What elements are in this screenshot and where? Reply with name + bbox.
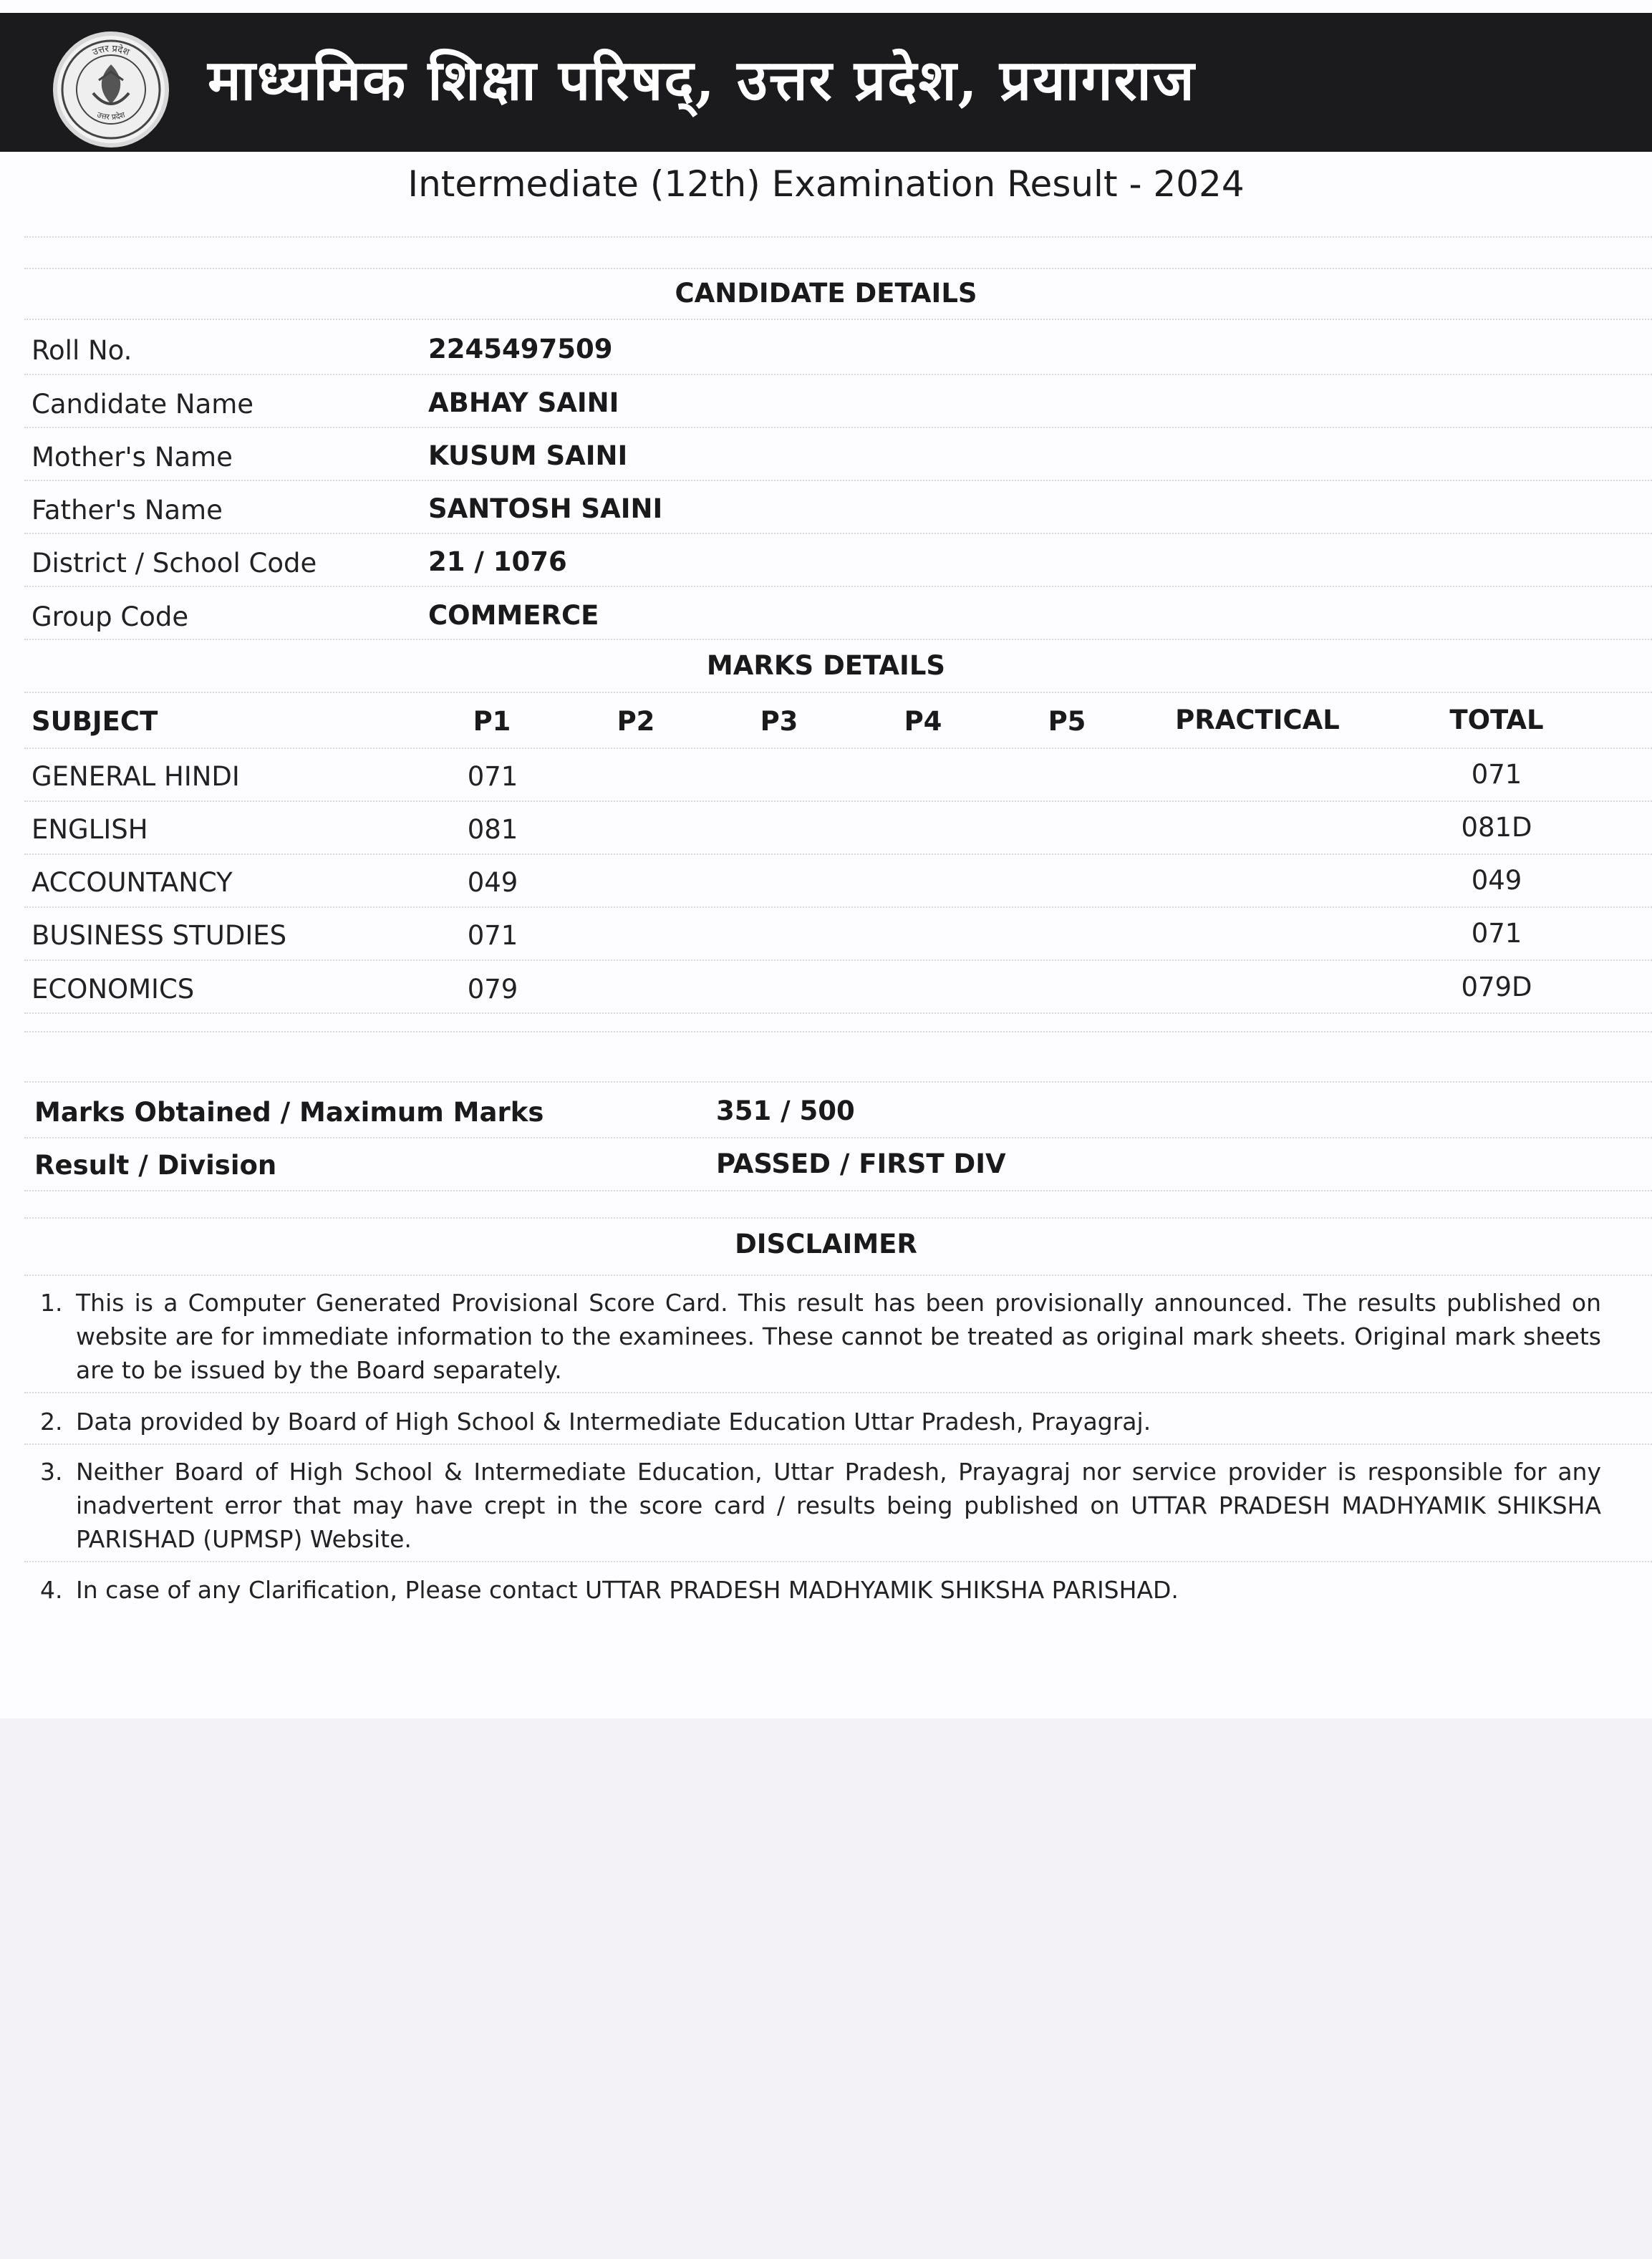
divider [24, 1190, 1652, 1191]
col-header-p4: P4 [904, 706, 942, 737]
roll-no-label: Roll No. [32, 335, 132, 366]
board-emblem-icon [53, 32, 169, 147]
divider [24, 586, 1652, 587]
marks-row-total: 049 [1471, 865, 1522, 896]
candidate-name-label: Candidate Name [32, 389, 254, 420]
disclaimer-item-text: Neither Board of High School & Intermediate Education, Uttar Pradesh, Prayagraj nor service provider is responsible for any inadvertent error that may have crept in the score card / results being published on UTTAR PRADESH MADHYAMIK SHIKSHA PARISHAD (UPMSP) Website. [76, 1458, 1601, 1553]
exam-title: Intermediate (12th) Examination Result - 2024 [407, 163, 1245, 205]
col-header-practical: PRACTICAL [1175, 705, 1340, 735]
district-school-code-value: 21 / 1076 [428, 546, 567, 577]
divider [24, 1443, 1652, 1445]
divider [24, 639, 1652, 640]
result-division-label: Result / Division [34, 1150, 277, 1181]
divider [24, 1217, 1652, 1219]
divider [24, 533, 1652, 534]
father-name-value: SANTOSH SAINI [428, 493, 663, 524]
mother-name-value: KUSUM SAINI [428, 440, 628, 471]
marks-row-subject: ENGLISH [32, 814, 148, 845]
candidate-name-value: ABHAY SAINI [428, 387, 619, 418]
marks-row-p1: 049 [467, 867, 518, 898]
col-header-p1: P1 [473, 706, 511, 737]
marks-details-heading: MARKS DETAILS [706, 650, 946, 681]
board-name: माध्यमिक शिक्षा परिषद्, उत्तर प्रदेश, प्रयागराज [208, 48, 1196, 113]
candidate-details-heading: CANDIDATE DETAILS [675, 278, 977, 309]
disclaimer-item-number: 3. [40, 1458, 63, 1486]
marks-row-p1: 071 [467, 761, 518, 792]
divider [24, 236, 1652, 238]
blank-page-area [0, 1718, 1652, 2259]
group-code-value: COMMERCE [428, 600, 599, 631]
divider [24, 692, 1652, 693]
divider [24, 1392, 1652, 1393]
col-header-p5: P5 [1048, 706, 1086, 737]
district-school-code-label: District / School Code [32, 548, 317, 579]
divider [24, 374, 1652, 375]
divider [24, 1561, 1652, 1562]
disclaimer-item-text: In case of any Clarification, Please contact UTTAR PRADESH MADHYAMIK SHIKSHA PARISHAD. [76, 1576, 1179, 1604]
disclaimer-item-text: Data provided by Board of High School & Intermediate Education Uttar Pradesh, Prayagraj. [76, 1408, 1151, 1436]
mother-name-label: Mother's Name [32, 442, 233, 473]
marks-row-subject: GENERAL HINDI [32, 761, 240, 792]
divider [24, 1274, 1652, 1276]
marks-row-total: 079D [1461, 972, 1532, 1002]
roll-no-value: 2245497509 [428, 334, 613, 364]
disclaimer-item [40, 1286, 1601, 1387]
divider [24, 748, 1652, 749]
marks-obtained-value: 351 / 500 [716, 1095, 855, 1126]
divider [24, 427, 1652, 428]
emblem-text-top: उत्तर प्रदेश [91, 43, 131, 59]
disclaimer-item [40, 1455, 1601, 1556]
divider [24, 1137, 1652, 1138]
divider [24, 853, 1652, 855]
emblem-text-bottom: उत्तर प्रदेश [95, 110, 127, 122]
marks-obtained-label: Marks Obtained / Maximum Marks [34, 1097, 544, 1128]
col-header-p3: P3 [760, 706, 798, 737]
marks-row-total: 081D [1461, 812, 1532, 843]
marks-row-subject: BUSINESS STUDIES [32, 920, 287, 951]
disclaimer-item-number: 1. [40, 1289, 63, 1317]
divider [24, 906, 1652, 908]
marks-row-subject: ECONOMICS [32, 974, 195, 1005]
col-header-total: TOTAL [1449, 705, 1544, 735]
divider [24, 800, 1652, 802]
disclaimer-item-number: 4. [40, 1576, 63, 1604]
disclaimer-item-number: 2. [40, 1408, 63, 1436]
disclaimer-heading: DISCLAIMER [735, 1229, 917, 1259]
divider [24, 319, 1652, 320]
group-code-label: Group Code [32, 601, 189, 632]
marks-row-p1: 079 [467, 974, 518, 1005]
col-header-p2: P2 [617, 706, 655, 737]
marks-row-p1: 071 [467, 920, 518, 951]
divider [24, 1081, 1652, 1083]
marks-row-total: 071 [1471, 759, 1522, 790]
col-header-subject: SUBJECT [32, 706, 158, 737]
divider [24, 1031, 1652, 1032]
divider [24, 268, 1652, 269]
father-name-label: Father's Name [32, 495, 223, 526]
marks-row-subject: ACCOUNTANCY [32, 867, 233, 898]
divider [24, 959, 1652, 961]
disclaimer-item-text: This is a Computer Generated Provisional Score Card. This result has been provisionally announced. The results published on website are for immediate information to the examinees. These cannot be treated as original mark sheets. Original mark sheets are to be issued by the Board separately. [76, 1289, 1601, 1384]
disclaimer-item [40, 1405, 1601, 1438]
disclaimer-item [40, 1573, 1601, 1607]
marks-row-p1: 081 [467, 814, 518, 845]
result-division-value: PASSED / FIRST DIV [716, 1148, 1006, 1179]
divider [24, 480, 1652, 481]
divider [24, 1012, 1652, 1014]
marks-row-total: 071 [1471, 918, 1522, 949]
